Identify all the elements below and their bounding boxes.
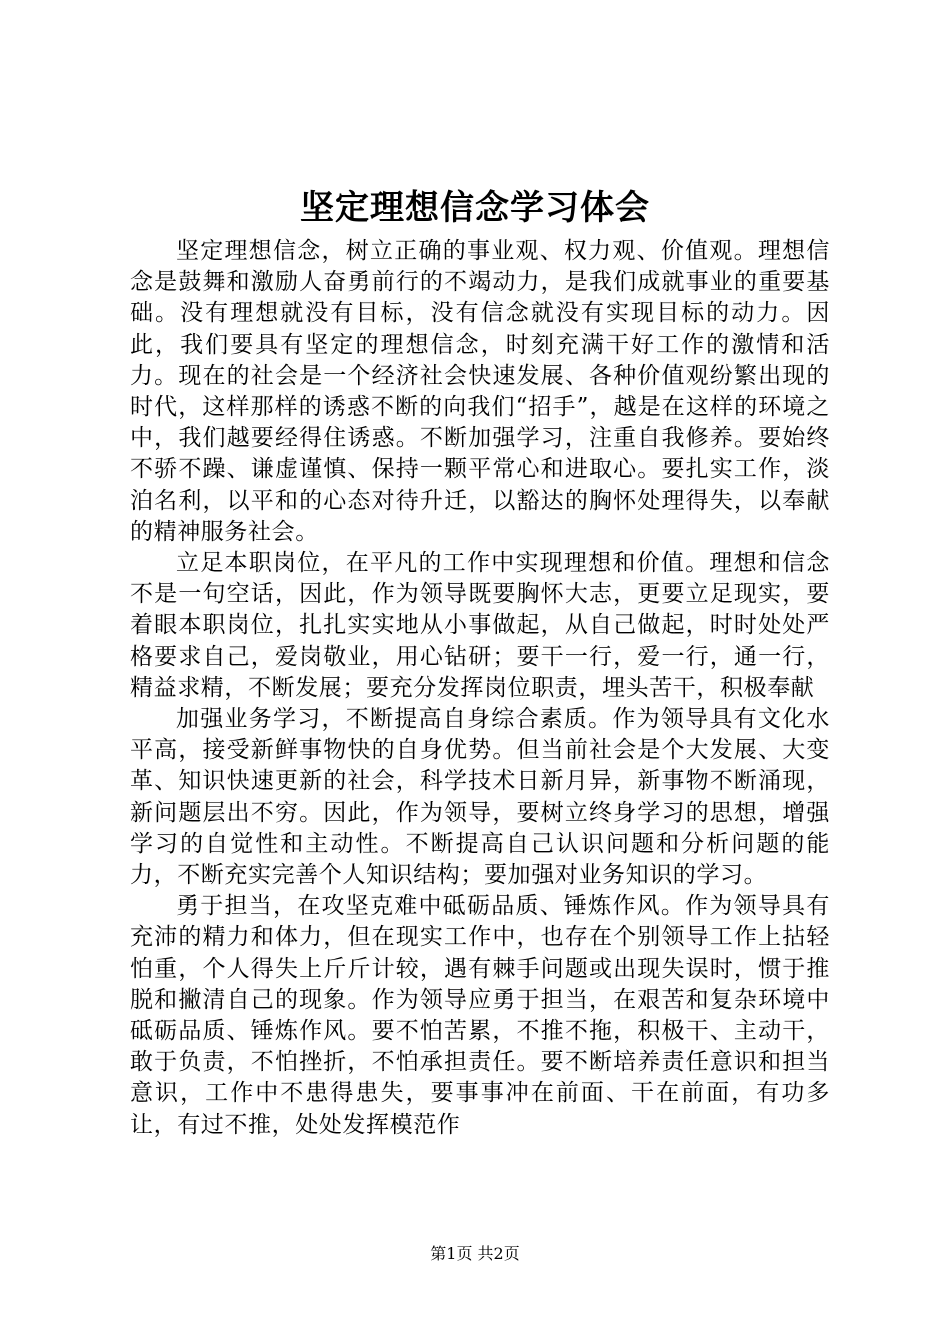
paragraph-3: 加强业务学习，不断提高自身综合素质。作为领导具有文化水平高，接受新鲜事物快的自身优势。但当前社会是个大发展、大变革、知识快速更新的社会，科学技术日新月异，新事物不断涌现，新问题层出不穷。因此，作为领导，要树立终身学习的思想，增强学习的自觉性和主动性。不断提高自己认识问题和分析问题的能力，不断充实完善个人知识结构；要加强对业务知识的学习。 xyxy=(130,706,830,889)
page-footer: 第1页 共2页 xyxy=(430,1244,520,1263)
paragraph-2: 立足本职岗位，在平凡的工作中实现理想和价值。理想和信念不是一句空话，因此，作为领导既要胸怀大志，更要立足现实，要着眼本职岗位，扎扎实实地从小事做起，从自己做起，时时处处严格要求自己，爱岗敬业，用心钻研；要干一行，爱一行，通一行，精益求精，不断发展；要充分发挥岗位职责，埋头苦干，积极奉献 xyxy=(130,550,830,701)
paragraph-1: 坚定理想信念，树立正确的事业观、权力观、价值观。理想信念是鼓舞和激励人奋勇前行的不竭动力，是我们成就事业的重要基础。没有理想就没有目标，没有信念就没有实现目标的动力。因此，我们要具有坚定的理想信念，时刻充满干好工作的激情和活力。现在的社会是一个经济社会快速发展、各种价值观纷繁出现的时代，这样那样的诱惑不断的向我们“招手”，越是在这样的环境之中，我们越要经得住诱惑。不断加强学习，注重自我修养。要始终不骄不躁、谦虚谨慎、保持一颗平常心和进取心。要扎实工作，淡泊名利，以平和的心态对待升迁，以豁达的胸怀处理得失，以奉献的精神服务社会。 xyxy=(130,238,830,545)
document-body xyxy=(130,236,830,1141)
paragraph-4: 勇于担当，在攻坚克难中砥砺品质、锤炼作风。作为领导具有充沛的精力和体力，但在现实工作中，也存在个别领导工作上拈轻怕重，个人得失上斤斤计较，遇有棘手问题或出现失误时，惯于推脱和撇清自己的现象。作为领导应勇于担当，在艰苦和复杂环境中砥砺品质、锤炼作风。要不怕苦累，不推不拖，积极干、主动干，敢于负责，不怕挫折，不怕承担责任。要不断培养责任意识和担当意识，工作中不患得患失，要事事冲在前面、干在前面，有功多让，有过不推，处处发挥模范作 xyxy=(130,893,830,1138)
document-title: 坚定理想信念学习体会 xyxy=(300,188,650,228)
